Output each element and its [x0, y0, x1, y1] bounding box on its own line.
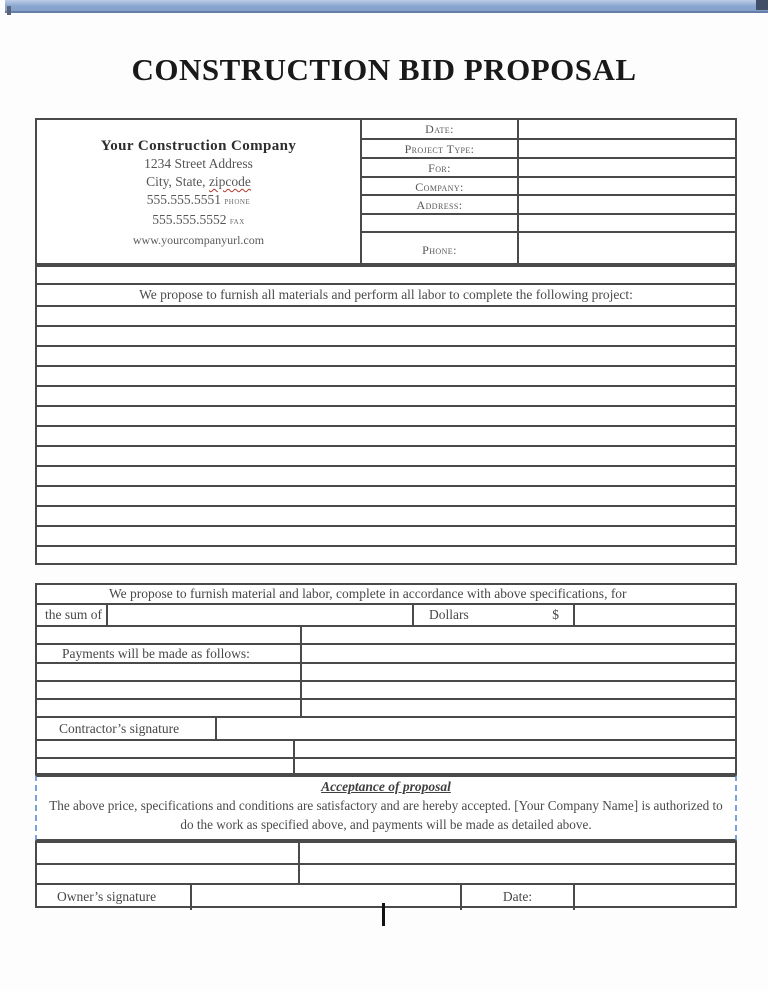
spec-blank-line[interactable]	[37, 447, 735, 467]
currency-symbol: $	[552, 607, 559, 622]
spec-empty-row[interactable]	[37, 267, 735, 285]
field-value-phone[interactable]	[519, 233, 735, 263]
company-name: Your Construction Company	[100, 138, 297, 154]
field-label-project-type: Project Type:	[362, 140, 519, 157]
project-spec-table	[35, 265, 737, 565]
dollars-label: Dollars	[429, 607, 469, 622]
sum-payments-table	[35, 583, 737, 775]
contractor-signature-field[interactable]	[217, 718, 735, 739]
blank-cell-right[interactable]	[295, 741, 735, 757]
field-value-for[interactable]	[519, 159, 735, 176]
date-field[interactable]	[575, 885, 735, 910]
payments-blank-left[interactable]	[37, 664, 302, 680]
field-row-blank	[362, 215, 735, 233]
project-fields-column	[362, 120, 735, 263]
field-value-date[interactable]	[519, 120, 735, 138]
header-table	[35, 118, 737, 265]
field-label-company: Company:	[362, 178, 519, 194]
post-contractor-blank-row	[37, 741, 735, 759]
payments-label-row	[37, 645, 735, 664]
acceptance-body-text: The above price, specifications and conditions are satisfactory and are hereby accepted. [Your Company Name] is authorized to do the work as specified above, and payments will be made as detailed above.	[49, 798, 723, 832]
spec-blank-line[interactable]	[37, 527, 735, 547]
field-row-project-type	[362, 140, 735, 159]
field-label-for: For:	[362, 159, 519, 176]
signature-blank-right[interactable]	[300, 865, 735, 883]
spec-blank-line[interactable]	[37, 387, 735, 407]
spec-blank-line[interactable]	[37, 407, 735, 427]
company-city-state: City, State,	[146, 174, 209, 189]
spec-header-text: We propose to furnish all materials and perform all labor to complete the following project:	[37, 285, 735, 307]
payments-blank-right[interactable]	[302, 700, 735, 716]
spec-blank-line[interactable]	[37, 307, 735, 327]
signature-blank-right[interactable]	[300, 843, 735, 863]
spec-blank-line[interactable]	[37, 507, 735, 527]
field-value-company[interactable]	[519, 178, 735, 194]
spec-blank-line[interactable]	[37, 347, 735, 367]
sum-label: the sum of	[37, 605, 108, 625]
spec-blank-line[interactable]	[37, 547, 735, 567]
payments-empty-row	[37, 627, 735, 645]
field-row-phone	[362, 233, 735, 263]
owner-signature-table	[35, 841, 737, 908]
field-label-phone: Phone:	[362, 233, 519, 263]
signature-blank-row	[37, 865, 735, 885]
company-info-block	[37, 120, 362, 263]
signature-blank-left[interactable]	[37, 865, 300, 883]
company-city-line	[37, 173, 360, 191]
date-label: Date:	[462, 885, 575, 910]
blank-cell-left[interactable]	[37, 741, 295, 757]
page-title: CONSTRUCTION BID PROPOSAL	[131, 52, 637, 87]
field-label-date: Date:	[362, 120, 519, 138]
field-row-address	[362, 196, 735, 215]
owner-signature-field[interactable]	[192, 885, 462, 910]
payments-right-cell[interactable]	[302, 627, 735, 643]
amount-field[interactable]	[575, 605, 735, 625]
topbar-right-edge	[756, 0, 768, 10]
field-label-address: Address:	[362, 196, 519, 213]
payments-blank-right[interactable]	[302, 664, 735, 680]
payments-blank-right[interactable]	[302, 682, 735, 698]
payments-label: Payments will be made as follows:	[37, 645, 302, 662]
company-phone-number: 555.555.5551	[146, 192, 222, 207]
window-top-bar	[5, 0, 768, 13]
company-fax-number: 555.555.5552	[152, 212, 227, 227]
payments-blank-row	[37, 664, 735, 682]
acceptance-title: Acceptance of proposal	[321, 779, 451, 794]
field-row-for	[362, 159, 735, 178]
company-fax-line	[37, 211, 360, 231]
company-fax-suffix: fax	[229, 216, 245, 227]
sum-row	[37, 605, 735, 627]
field-value-project-type[interactable]	[519, 140, 735, 157]
contractor-signature-label: Contractor’s signature	[37, 718, 217, 739]
spec-blank-line[interactable]	[37, 327, 735, 347]
acceptance-section	[35, 775, 737, 841]
spec-blank-line[interactable]	[37, 367, 735, 387]
company-street: 1234 Street Address	[144, 156, 253, 171]
company-phone-line	[37, 191, 360, 211]
payments-blank-left[interactable]	[37, 700, 302, 716]
sum-value-field[interactable]	[108, 605, 414, 625]
payments-blank-row	[37, 682, 735, 700]
spec-blank-line[interactable]	[37, 467, 735, 487]
spec-blank-line[interactable]	[37, 427, 735, 447]
payments-blank-row	[37, 700, 735, 718]
signature-blank-row	[37, 843, 735, 865]
owner-signature-row	[37, 885, 735, 910]
payments-blank-left[interactable]	[37, 682, 302, 698]
topbar-left-edge	[7, 6, 11, 15]
payments-value-field[interactable]	[302, 645, 735, 662]
field-row-company	[362, 178, 735, 196]
spec-blank-line[interactable]	[37, 487, 735, 507]
sum-intro-text: We propose to furnish material and labor, complete in accordance with above specifications, for	[37, 585, 735, 605]
payments-left-cell[interactable]	[37, 627, 302, 643]
field-value-blank[interactable]	[519, 215, 735, 231]
company-website: www.yourcompanyurl.com	[132, 233, 265, 247]
spec-blank-rows	[37, 307, 735, 567]
text-cursor	[382, 903, 385, 926]
signature-blank-left[interactable]	[37, 843, 300, 863]
dollars-cell	[414, 605, 575, 625]
company-zip-misspelled: zipcode	[208, 174, 251, 189]
field-row-date	[362, 120, 735, 140]
owner-signature-label: Owner’s signature	[37, 885, 192, 910]
field-value-address[interactable]	[519, 196, 735, 213]
company-phone-suffix: phone	[224, 196, 251, 207]
contractor-signature-row	[37, 718, 735, 741]
field-label-blank	[362, 215, 519, 231]
